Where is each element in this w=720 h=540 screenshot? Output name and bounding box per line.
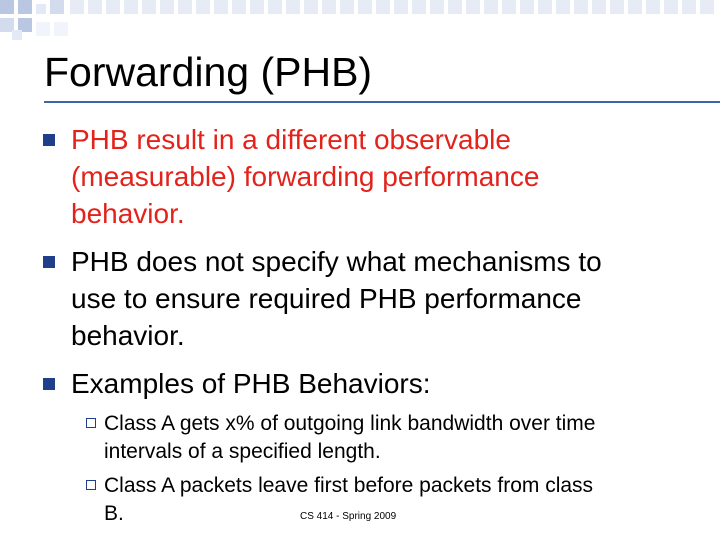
bullet-line: behavior. <box>71 320 185 351</box>
bullet-line: Examples of PHB Behaviors: <box>71 368 431 399</box>
hollow-square-icon <box>86 480 96 490</box>
bullet-line: PHB does not specify what mechanisms to <box>71 246 602 277</box>
bullet-line: behavior. <box>71 198 185 229</box>
sub-bullet-line: B. <box>104 502 124 525</box>
filled-square-icon <box>43 256 55 268</box>
slide-title: Forwarding (PHB) <box>44 49 373 95</box>
sub-bullet-line: Class A packets leave first before packets from class <box>104 474 594 497</box>
bullet-item <box>71 121 701 232</box>
bullet-line: use to ensure required PHB performance <box>71 283 582 314</box>
bullet-line: PHB result in a different observable <box>71 124 511 155</box>
sub-bullet-line: intervals of a specified length. <box>104 440 381 463</box>
bullet-item <box>71 365 701 402</box>
bullet-item <box>71 243 701 354</box>
sub-bullet-item <box>104 410 684 466</box>
filled-square-icon <box>43 378 55 390</box>
hollow-square-icon <box>86 418 96 428</box>
sub-bullet-line: Class A gets x% of outgoing link bandwidth over time <box>104 412 596 435</box>
bullet-line: (measurable) forwarding performance <box>71 161 540 192</box>
filled-square-icon <box>43 134 55 146</box>
slide-footer: CS 414 - Spring 2009 <box>300 511 397 522</box>
